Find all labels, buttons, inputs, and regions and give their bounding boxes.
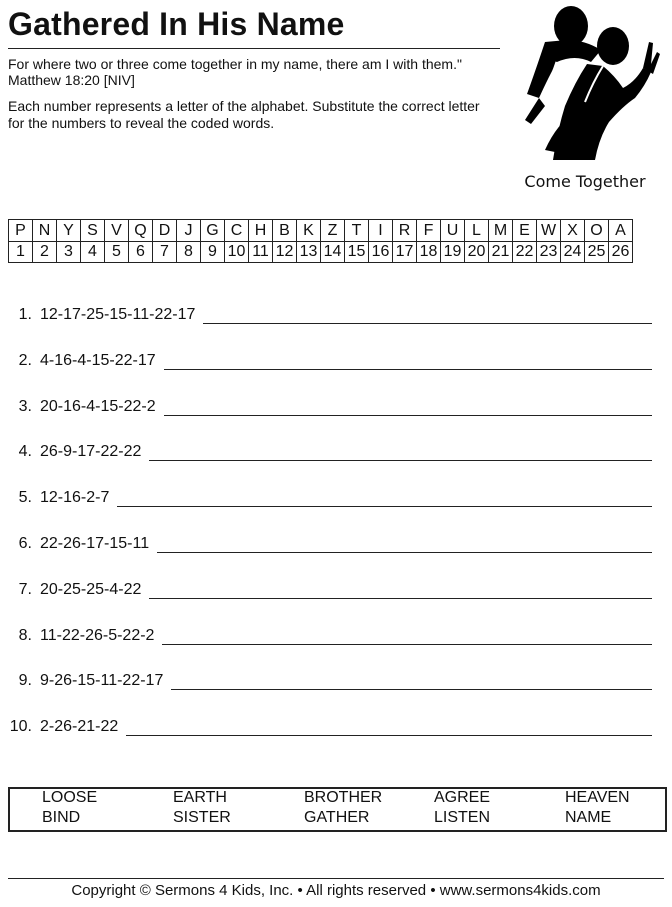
- cipher-letter: N: [33, 220, 57, 242]
- puzzle-row: [8, 712, 652, 736]
- puzzle-number: 5.: [18, 489, 32, 507]
- cipher-letter: Q: [129, 220, 153, 242]
- answer-line[interactable]: [126, 715, 652, 736]
- cipher-number: 18: [417, 242, 441, 263]
- puzzle-row: [8, 346, 652, 370]
- word-bank-word: SISTER: [173, 809, 231, 826]
- cipher-letters-row: [9, 220, 633, 242]
- cipher-numbers-row: [9, 242, 633, 263]
- cipher-number: 6: [129, 242, 153, 263]
- puzzle-row: [8, 575, 652, 599]
- cipher-number: 15: [345, 242, 369, 263]
- cipher-letter: O: [585, 220, 609, 242]
- word-bank-word: EARTH: [173, 789, 227, 806]
- word-bank-word: BROTHER: [304, 789, 383, 806]
- cipher-key-table: [8, 219, 633, 263]
- puzzle-row: [8, 666, 652, 690]
- coded-word: 9-26-15-11-22-17: [40, 672, 164, 690]
- puzzle-number: 1.: [18, 306, 32, 323]
- puzzle-number: 2.: [18, 351, 32, 369]
- cipher-letter: K: [297, 220, 321, 242]
- page-title: Gathered In His Name: [8, 6, 345, 42]
- answer-line[interactable]: [164, 395, 652, 416]
- cipher-letter: B: [273, 220, 297, 242]
- cipher-letter: S: [81, 220, 105, 242]
- cipher-number: 22: [513, 242, 537, 263]
- puzzle-number: 6.: [18, 535, 32, 552]
- people-silhouette-icon: [505, 2, 665, 162]
- puzzle-row: [8, 483, 652, 507]
- footer-divider: [8, 878, 664, 879]
- word-bank-word: LOOSE: [42, 789, 98, 806]
- cipher-letter: R: [393, 220, 417, 242]
- cipher-number: 24: [561, 242, 585, 263]
- cipher-letter: D: [153, 220, 177, 242]
- coded-word: 26-9-17-22-22: [40, 443, 142, 461]
- cipher-letter: F: [417, 220, 441, 242]
- word-bank-word: AGREE: [434, 789, 491, 806]
- cipher-letter: M: [489, 220, 513, 242]
- cipher-letter: I: [369, 220, 393, 242]
- instructions-text: Each number represents a letter of the alphabet. Substitute the correct letter for the numbers to reveal the coded words.: [8, 98, 480, 131]
- word-bank-word: HEAVEN: [565, 789, 630, 806]
- cipher-number: 2: [33, 242, 57, 263]
- cipher-letter: W: [537, 220, 561, 242]
- cipher-number: 20: [465, 242, 489, 263]
- coded-word: 12-17-25-15-11-22-17: [40, 306, 196, 323]
- scripture-verse: For where two or three come together in my name, there am I with them." Matthew 18:20 [NIV]: [8, 56, 462, 88]
- cipher-number: 4: [81, 242, 105, 263]
- cipher-number: 23: [537, 242, 561, 263]
- cipher-number: 9: [201, 242, 225, 263]
- copyright-footer: Copyright © Sermons 4 Kids, Inc. • All rights reserved • www.sermons4kids.com: [71, 882, 601, 899]
- cipher-number: 13: [297, 242, 321, 263]
- cipher-letter: T: [345, 220, 369, 242]
- word-bank-word: LISTEN: [434, 809, 491, 826]
- cipher-letter: E: [513, 220, 537, 242]
- cipher-number: 12: [273, 242, 297, 263]
- cipher-letter: V: [105, 220, 129, 242]
- puzzle-number: 3.: [18, 397, 32, 415]
- puzzle-number: 7.: [18, 580, 32, 598]
- coded-word: 20-25-25-4-22: [40, 580, 142, 598]
- puzzle-row: [8, 621, 652, 645]
- answer-line[interactable]: [164, 349, 652, 370]
- cipher-letter: P: [9, 220, 33, 242]
- answer-line[interactable]: [117, 486, 652, 507]
- puzzle-number: 10.: [9, 718, 32, 736]
- cipher-letter: L: [465, 220, 489, 242]
- word-bank-word: GATHER: [304, 809, 370, 826]
- cipher-number: 19: [441, 242, 465, 263]
- answer-line[interactable]: [171, 669, 652, 690]
- coded-word: 2-26-21-22: [40, 718, 119, 736]
- image-caption: Come Together: [524, 172, 646, 191]
- answer-line[interactable]: [157, 532, 652, 553]
- cipher-number: 1: [9, 242, 33, 263]
- cipher-number: 25: [585, 242, 609, 263]
- cipher-number: 17: [393, 242, 417, 263]
- puzzle-row: [8, 392, 652, 416]
- cipher-number: 14: [321, 242, 345, 263]
- answer-line[interactable]: [149, 440, 652, 461]
- cipher-number: 7: [153, 242, 177, 263]
- cipher-letter: J: [177, 220, 201, 242]
- cipher-letter: X: [561, 220, 585, 242]
- answer-line[interactable]: [162, 624, 652, 645]
- word-bank-box: [8, 787, 667, 832]
- puzzle-row: [8, 529, 652, 553]
- cipher-letter: G: [201, 220, 225, 242]
- puzzle-row: [8, 437, 652, 461]
- cipher-letter: Y: [57, 220, 81, 242]
- title-divider: [8, 48, 500, 49]
- puzzle-number: 4.: [18, 443, 32, 461]
- puzzle-number: 8.: [18, 626, 32, 644]
- puzzle-row: [8, 300, 652, 324]
- coded-word: 12-16-2-7: [40, 489, 110, 507]
- cipher-letter: H: [249, 220, 273, 242]
- answer-line[interactable]: [149, 578, 652, 599]
- cipher-number: 8: [177, 242, 201, 263]
- puzzle-number: 9.: [18, 672, 32, 690]
- cipher-letter: A: [609, 220, 633, 242]
- coded-word: 20-16-4-15-22-2: [40, 397, 156, 415]
- cipher-number: 10: [225, 242, 249, 263]
- cipher-number: 21: [489, 242, 513, 263]
- coded-word: 22-26-17-15-11: [40, 535, 150, 552]
- cipher-letter: U: [441, 220, 465, 242]
- coded-word: 11-22-26-5-22-2: [40, 626, 155, 644]
- cipher-number: 26: [609, 242, 633, 263]
- cipher-number: 16: [369, 242, 393, 263]
- cipher-letter: Z: [321, 220, 345, 242]
- cipher-number: 3: [57, 242, 81, 263]
- answer-line[interactable]: [203, 303, 652, 324]
- cipher-number: 11: [249, 242, 273, 263]
- cipher-number: 5: [105, 242, 129, 263]
- cipher-letter: C: [225, 220, 249, 242]
- coded-word: 4-16-4-15-22-17: [40, 351, 156, 369]
- word-bank-word: NAME: [565, 809, 612, 826]
- word-bank-word: BIND: [42, 809, 81, 826]
